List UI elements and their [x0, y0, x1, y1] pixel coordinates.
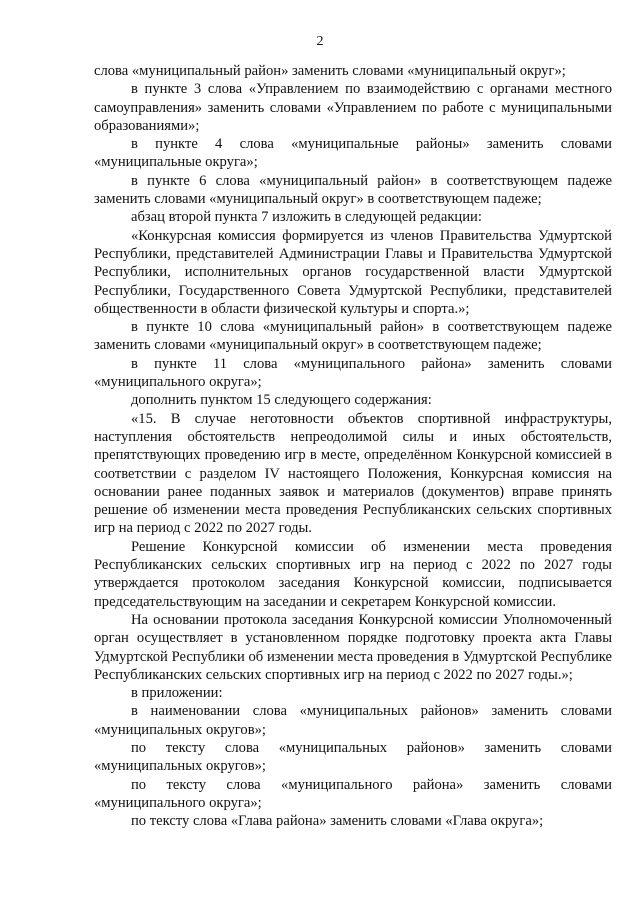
- paragraph: в пункте 10 слова «муниципальный район» в соответствующем падеже заменить словами «муниципальный округ» в соответствующем падеже;: [94, 319, 612, 354]
- paragraph: по тексту слова «муниципального района» заменить словами «муниципального округа»;: [94, 776, 612, 811]
- quoted-paragraph: «15. В случае неготовности объектов спортивной инфраструктуры, наступления обстоятельств непреодолимой силы и иных обстоятельств, препятствующих проведению игр в месте, определённом Конкурсной комиссией в соответствии с разделом IV настоящего Положения, Конкурсная комиссия на основании ранее поданных заявок и материалов (документов) вправе принять решение об изменении места проведения Республиканских сельских спортивных игр на период с 2022 по 2027 годы.: [94, 410, 612, 537]
- quoted-paragraph: Решение Конкурсной комиссии об изменении места проведения Республиканских сельских спортивных игр на период с 2022 по 2027 годы утверждается протоколом заседания Конкурсной комиссии, подписывается председательствующим на заседании и секретарем Конкурсной комиссии.: [94, 538, 612, 610]
- quoted-paragraph: «Конкурсная комиссия формируется из членов Правительства Удмуртской Республики, представителей Администрации Главы и Правительства Удмуртской Республики, исполнительных органов государственной власти Удмуртской Республики, Государственного Совета Удмуртской Республики, представителей общественности в области физической культуры и спорта.»;: [94, 227, 612, 317]
- paragraph: слова «муниципальный район» заменить словами «муниципальный округ»;: [94, 63, 566, 79]
- paragraph: в пункте 4 слова «муниципальные районы» заменить словами «муниципальные округа»;: [94, 136, 612, 171]
- paragraph: по тексту слова «Глава района» заменить словами «Глава округа»;: [131, 813, 544, 830]
- paragraph: дополнить пунктом 15 следующего содержания:: [131, 392, 432, 409]
- paragraph: в пункте 6 слова «муниципальный район» в соответствующем падеже заменить словами «муниципальный округ» в соответствующем падеже;: [94, 172, 612, 208]
- paragraph: в приложении:: [131, 685, 223, 702]
- paragraph: в наименовании слова «муниципальных районов» заменить словами «муниципальных округов»;: [94, 703, 612, 738]
- quoted-paragraph: На основании протокола заседания Конкурсной комиссии Уполномоченный орган осуществляет в установленном порядке подготовку проекта акта Главы Удмуртской Республики об изменении места проведения в Удмуртской Республике Республиканских сельских спортивных игр на период с 2022 по 2027 годы.»;: [94, 611, 612, 683]
- document-body: [94, 62, 612, 830]
- paragraph: в пункте 3 слова «Управлением по взаимодействию с органами местного самоуправления» заменить словами «Управлением по работе с муниципальными образованиями»;: [94, 81, 612, 134]
- page-number: 2: [316, 34, 324, 49]
- paragraph: абзац второй пункта 7 изложить в следующей редакции:: [131, 209, 482, 226]
- paragraph: в пункте 11 слова «муниципального района» заменить словами «муниципального округа»;: [94, 355, 612, 391]
- paragraph: по тексту слова «муниципальных районов» заменить словами «муниципальных округов»;: [94, 739, 612, 775]
